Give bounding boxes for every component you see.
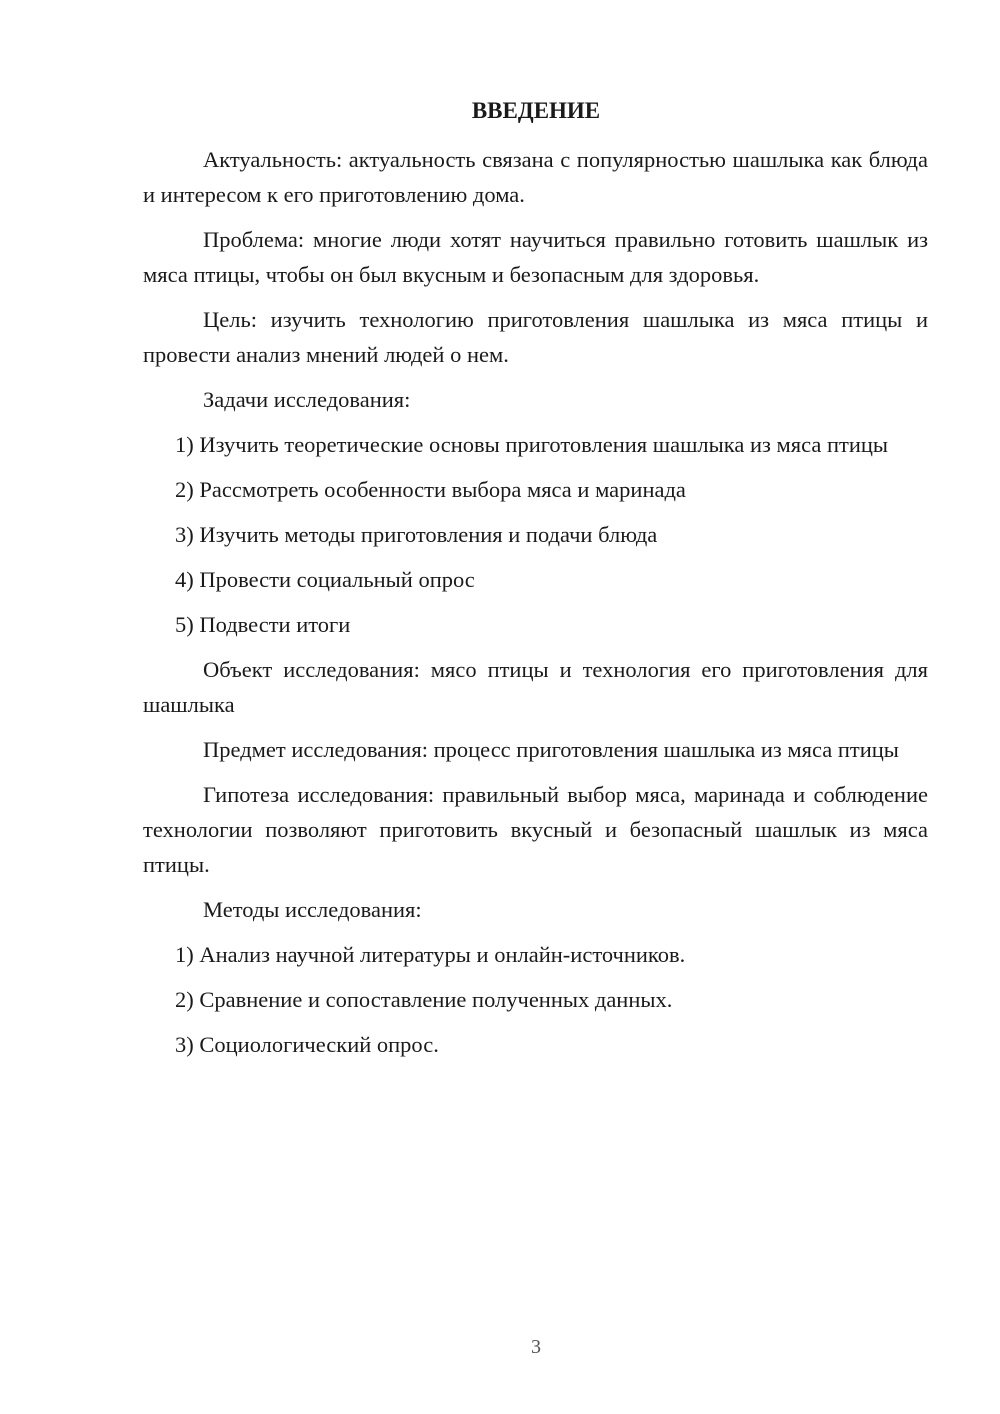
hypothesis-paragraph: Гипотеза исследования: правильный выбор мяса, маринада и соблюдение технологии позволяют приготовить вкусный и безопасный шашлык из мяса птицы.	[143, 782, 928, 877]
methods-heading: Методы исследования:	[203, 897, 422, 922]
page-number: 3	[531, 1336, 541, 1358]
goal-paragraph: Цель: изучить технологию приготовления шашлыка из мяса птицы и провести анализ мнений людей о нем.	[143, 307, 928, 367]
tasks-heading: Задачи исследования:	[203, 387, 411, 412]
task-item: 4) Провести социальный опрос	[175, 567, 475, 592]
task-item: 5) Подвести итоги	[175, 612, 351, 637]
page-title: ВВЕДЕНИЕ	[471, 98, 601, 123]
task-item: 2) Рассмотреть особенности выбора мяса и маринада	[175, 477, 686, 502]
task-item: 1) Изучить теоретические основы приготовления шашлыка из мяса птицы	[175, 432, 889, 457]
relevance-paragraph: Актуальность: актуальность связана с популярностью шашлыка как блюда и интересом к его приготовлению дома.	[143, 147, 928, 207]
method-item: 3) Социологический опрос.	[175, 1032, 439, 1057]
problem-paragraph: Проблема: многие люди хотят научиться правильно готовить шашлык из мяса птицы, чтобы он был вкусным и безопасным для здоровья.	[143, 227, 928, 287]
subject-paragraph: Предмет исследования: процесс приготовления шашлыка из мяса птицы	[203, 737, 899, 762]
body-text	[143, 142, 928, 1072]
task-item: 3) Изучить методы приготовления и подачи блюда	[175, 522, 658, 547]
method-item: 1) Анализ научной литературы и онлайн-источников.	[175, 942, 686, 967]
object-paragraph: Объект исследования: мясо птицы и технология его приготовления для шашлыка	[143, 657, 928, 717]
method-item: 2) Сравнение и сопоставление полученных данных.	[175, 987, 673, 1012]
